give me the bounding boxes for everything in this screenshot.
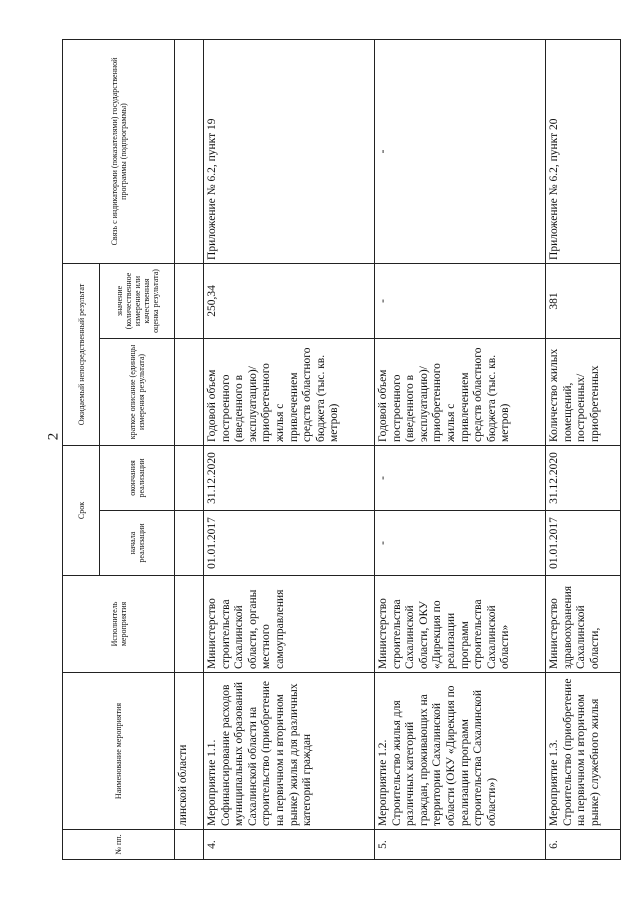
cell-indicator (175, 39, 204, 263)
header-term-start: начала реализации (100, 511, 175, 576)
table-row (204, 39, 375, 859)
cell-num: 6. (546, 830, 621, 860)
header-expected-desc: краткое описание (единицы измерения результата) (100, 338, 175, 445)
cell-name: линской области (175, 673, 204, 830)
cell-indicator: Приложение № 6.2, пункт 19 (204, 39, 375, 263)
cell-desc: Годовой объем построенного (введенного в эксплуатацию)/ приобретенного жилья с привлечением средств областного бюджета (тыс. кв. метров) (375, 338, 546, 445)
header-term-end: окончания реализации (100, 445, 175, 510)
header-row-1 (63, 39, 100, 859)
page-number: 2 (45, 432, 62, 441)
cell-indicator: Приложение № 6.2, пункт 20 (546, 39, 621, 263)
cell-end: 31.12.2020 (546, 445, 621, 510)
cell-end: - (375, 445, 546, 510)
cell-num: 4. (204, 830, 375, 860)
cell-name: Мероприятие 1.1. Софинансирование расходов муниципальных образований Сахалинской области на строительство (приобретение на первичном и вторичном рынке) жилья для различных категорий граждан (204, 673, 375, 830)
table-row (546, 39, 621, 859)
cell-name: Мероприятие 1.2. Строительство жилья для различных категорий граждан, проживающих на территории Сахалинской области (ОКУ «Дирекция по реализации программ строительства Сахалинской области») (375, 673, 546, 830)
cell-value (175, 263, 204, 338)
cell-start: - (375, 511, 546, 576)
header-indicators: Связь с индикаторами (показателями) государственной программы (подпрограммы) (63, 39, 175, 263)
cell-desc: Количество жилых помещений, построенных/ приобретенных (546, 338, 621, 445)
cell-value: - (375, 263, 546, 338)
header-expected-value: значение (количественное измерение или качественная оценка результата) (100, 263, 175, 338)
table-row (375, 39, 546, 859)
cell-start: 01.01.2017 (204, 511, 375, 576)
cell-executor: Министерство строительства Сахалинской области, ОКУ «Дирекция по реализации программ строительства Сахалинской области» (375, 576, 546, 673)
continuation-row (175, 39, 204, 859)
activities-table (62, 39, 621, 860)
cell-end (175, 445, 204, 510)
cell-desc (175, 338, 204, 445)
cell-executor: Министерство строительства Сахалинской области, органы местного самоуправления (204, 576, 375, 673)
cell-start (175, 511, 204, 576)
header-name: Наименование мероприятия (63, 673, 175, 830)
header-executor: Исполнитель мероприятия (63, 576, 175, 673)
cell-num (175, 830, 204, 860)
cell-executor: Министерство здравоохранения Сахалинской области, (546, 576, 621, 673)
cell-name: Мероприятие 1.3. Строительство (приобретение на первичном и вторичном рынке) служебного жилья (546, 673, 621, 830)
cell-desc: Годовой объем построенного (введенного в эксплуатацию)/ приобретенного жилья с привлечением средств областного бюджета (тыс. кв. метров) (204, 338, 375, 445)
cell-value: 250,34 (204, 263, 375, 338)
cell-executor (175, 576, 204, 673)
header-expected: Ожидаемый непосредственный результат (63, 263, 100, 445)
cell-start: 01.01.2017 (546, 511, 621, 576)
cell-num: 5. (375, 830, 546, 860)
cell-end: 31.12.2020 (204, 445, 375, 510)
cell-indicator: - (375, 39, 546, 263)
cell-value: 381 (546, 263, 621, 338)
header-term: Срок (63, 445, 100, 575)
header-num: № пп. (63, 830, 175, 860)
rotated-page-content (62, 40, 602, 860)
